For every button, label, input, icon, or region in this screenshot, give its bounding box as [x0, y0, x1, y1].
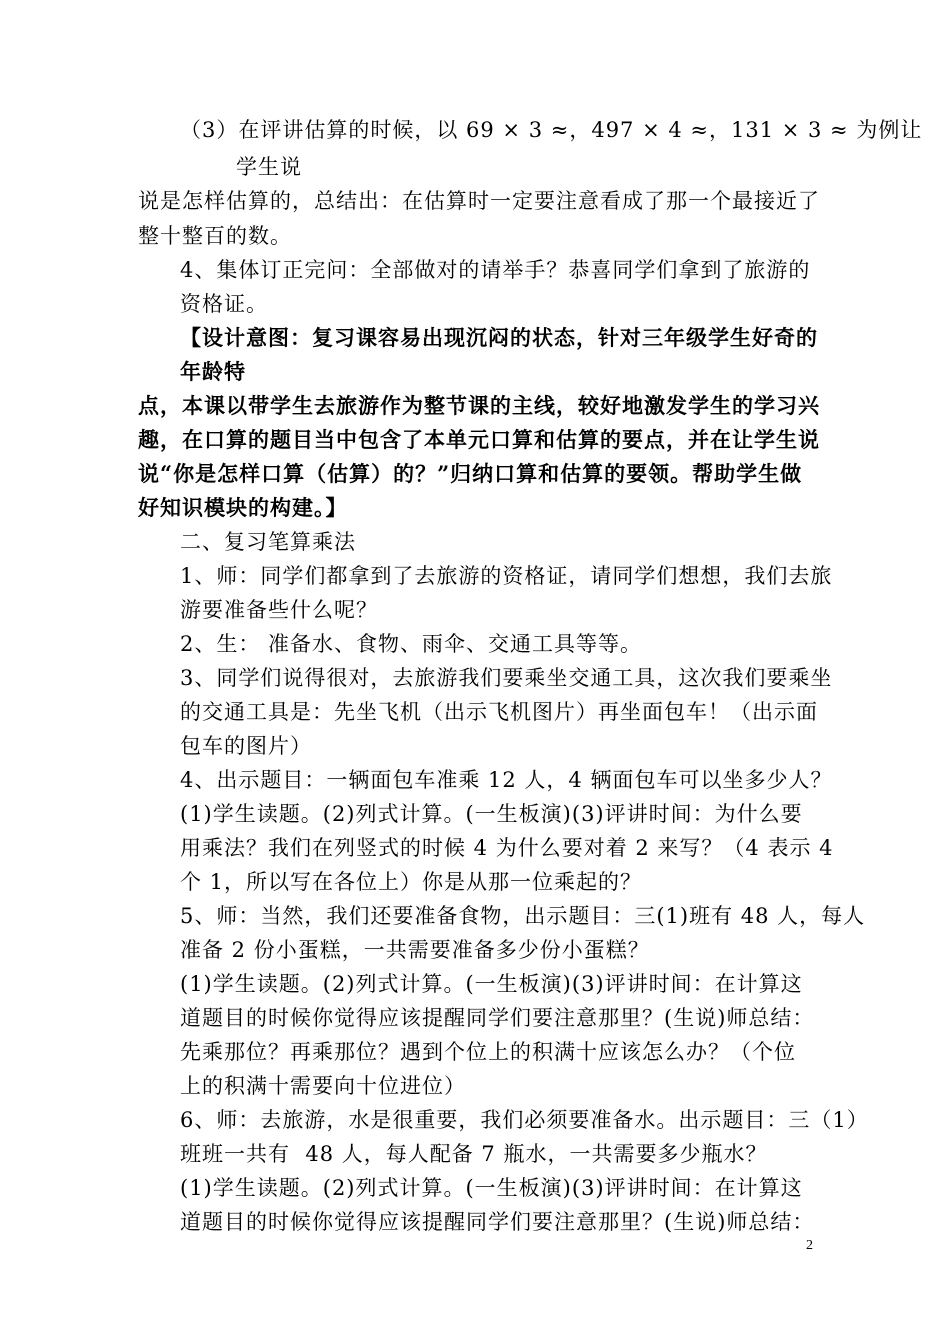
text-line: 学生说: [236, 155, 302, 179]
text-line: 准备 2 份小蛋糕，一共需要准备多少份小蛋糕？: [180, 938, 650, 962]
text-line: 用乘法？我们在列竖式的时候 4 为什么要对着 2 来写？（4 表示 4: [180, 836, 834, 860]
text-line: 班班一共有 48 人，每人配备 7 瓶水，一共需要多少瓶水？: [180, 1142, 768, 1166]
text-line: (1)学生读题。(2)列式计算。(一生板演)(3)评讲时间：在计算这: [180, 1176, 803, 1200]
text-line: 资格证。: [180, 292, 268, 316]
text-line: (1)学生读题。(2)列式计算。(一生板演)(3)评讲时间：在计算这: [180, 972, 803, 996]
text-line: 游要准备些什么呢？: [180, 598, 378, 622]
text-line: 说“你是怎样口算（估算）的？”归纳口算和估算的要领。帮助学生做: [138, 461, 803, 486]
text-line: （3）在评讲估算的时候，以 69 × 3 ≈，497 × 4 ≈，131 × 3 ≈ 为例让: [180, 118, 923, 142]
text-line: 整十整百的数。: [138, 224, 292, 248]
text-line: 5、师：当然，我们还要准备食物，出示题目：三(1)班有 48 人，每人: [180, 904, 866, 928]
text-line: 道题目的时候你觉得应该提醒同学们要注意那里？(生说)师总结：: [180, 1006, 815, 1030]
text-line: 1、师：同学们都拿到了去旅游的资格证，请同学们想想，我们去旅: [180, 564, 833, 588]
text-line: 4、集体订正完问：全部做对的请举手？恭喜同学们拿到了旅游的: [180, 258, 811, 282]
text-line: 趣，在口算的题目当中包含了本单元口算和估算的要点，并在让学生说: [138, 427, 820, 452]
text-line: 点，本课以带学生去旅游作为整节课的主线，较好地激发学生的学习兴: [138, 393, 820, 418]
text-line: 说是怎样估算的，总结出：在估算时一定要注意看成了那一个最接近了: [138, 189, 820, 213]
text-line: 6、师：去旅游，水是很重要，我们必须要准备水。出示题目：三（1）: [180, 1108, 869, 1132]
text-line: 上的积满十需要向十位进位）: [180, 1074, 466, 1098]
text-line: 2、生： 准备水、食物、雨伞、交通工具等等。: [180, 632, 643, 656]
text-line: 4、出示题目：一辆面包车准乘 12 人，4 辆面包车可以坐多少人？: [180, 768, 833, 792]
text-line: 【设计意图：复习课容易出现沉闷的状态，针对三年级学生好奇的: [180, 325, 818, 350]
text-line: (1)学生读题。(2)列式计算。(一生板演)(3)评讲时间：为什么要: [180, 802, 803, 826]
text-line: 的交通工具是：先坐飞机（出示飞机图片）再坐面包车！（出示面: [180, 700, 818, 724]
text-line: 3、同学们说得很对，去旅游我们要乘坐交通工具，这次我们要乘坐: [180, 666, 833, 690]
text-line: 包车的图片）: [180, 734, 312, 758]
text-line: 先乘那位？再乘那位？遇到个位上的积满十应该怎么办？（个位: [180, 1040, 796, 1064]
text-line: 二、复习笔算乘法: [180, 530, 356, 554]
text-line: 道题目的时候你觉得应该提醒同学们要注意那里？(生说)师总结：: [180, 1210, 815, 1234]
text-line: 好知识模块的构建。】: [138, 495, 348, 520]
text-line: 年龄特: [180, 359, 246, 384]
page-number: 2: [806, 1238, 813, 1253]
text-line: 个 1，所以写在各位上）你是从那一位乘起的？: [180, 870, 643, 894]
